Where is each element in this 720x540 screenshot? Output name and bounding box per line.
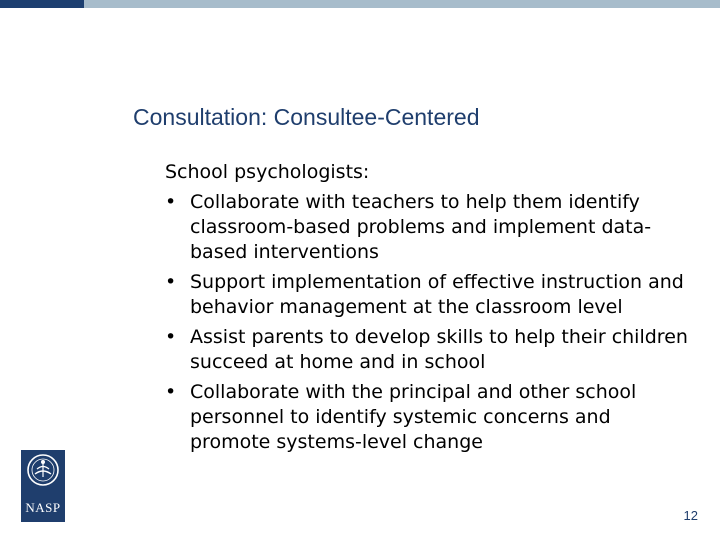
bullet-text: Collaborate with teachers to help them identify classroom-based problems and implement data-based interventions xyxy=(190,191,652,263)
bullet-glyph: • xyxy=(165,326,177,348)
slide-body xyxy=(165,160,695,460)
bullet-glyph: • xyxy=(165,191,177,213)
bullet-glyph: • xyxy=(165,271,177,293)
slide-title: Consultation: Consultee-Centered xyxy=(133,104,480,130)
bullet-glyph: • xyxy=(165,381,177,403)
top-bar-light-segment xyxy=(84,0,720,8)
intro-text: School psychologists: xyxy=(165,161,370,183)
bullet-text: Collaborate with the principal and other school personnel to identify systemic concerns and promote systems-level change xyxy=(190,381,637,453)
top-bar-dark-segment xyxy=(0,0,84,8)
bullet-item xyxy=(165,270,695,320)
nasp-logo xyxy=(21,450,65,522)
bullet-text: Assist parents to develop skills to help their children succeed at home and in school xyxy=(190,326,688,373)
bullet-item xyxy=(165,190,695,265)
bullet-item xyxy=(165,380,695,455)
bullet-text: Support implementation of effective instruction and behavior management at the classroom level xyxy=(190,271,684,318)
bullet-list xyxy=(165,190,695,455)
bullet-item xyxy=(165,325,695,375)
page-number: 12 xyxy=(683,508,698,523)
nasp-logo-graphic xyxy=(21,450,65,522)
logo-wordmark: NASP xyxy=(25,500,61,515)
